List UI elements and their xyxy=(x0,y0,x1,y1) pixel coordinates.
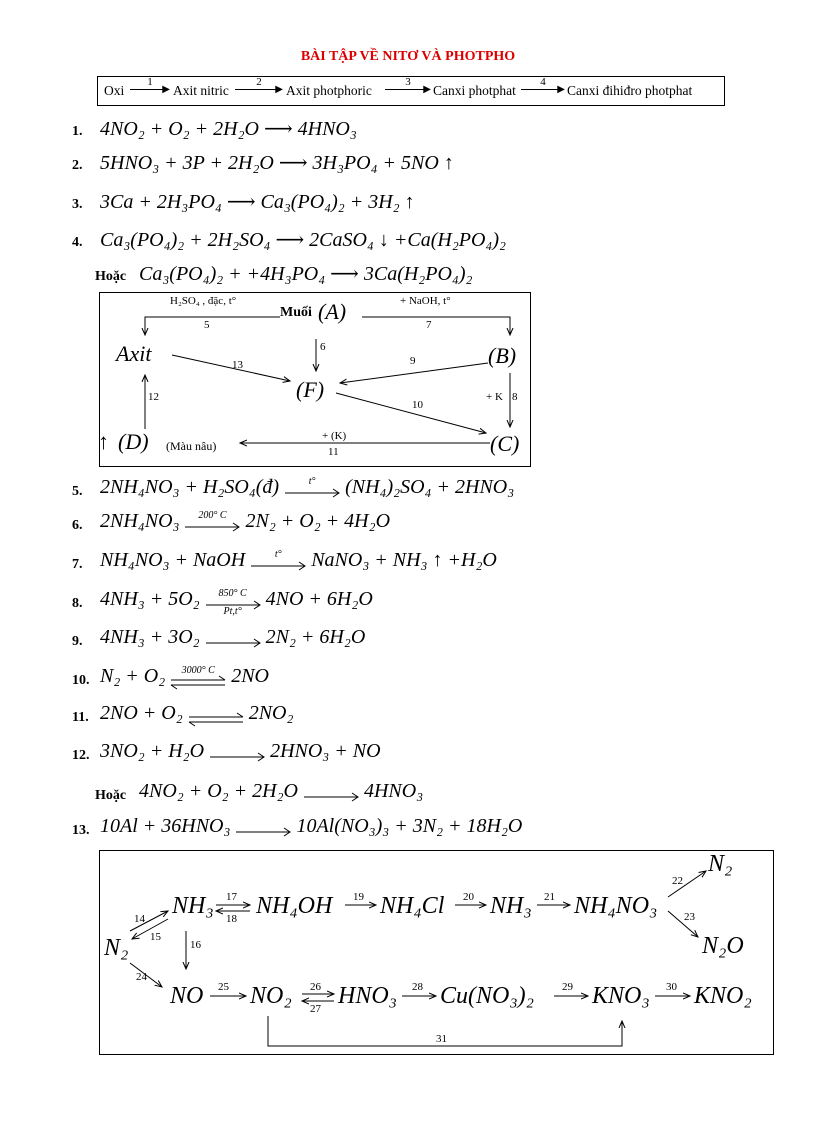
node-axit: Axit xyxy=(116,341,152,366)
reaction-condition: 3000° C xyxy=(181,665,215,676)
node-b: (B) xyxy=(488,343,517,368)
reaction-condition: 200° C xyxy=(198,510,227,521)
node-no2: NO₂ xyxy=(250,983,292,1009)
node-nh4cl: NH₄Cl xyxy=(380,893,445,919)
equation-lhs: 2NO + O₂ xyxy=(100,702,183,724)
node-d: (D) xyxy=(118,429,149,454)
chain-item-oxi: Oxi xyxy=(104,83,125,98)
equation: 4NO₂ + O₂ + 2H₂O ⟶ 4HNO₃ xyxy=(100,118,357,140)
node-c: (C) xyxy=(490,431,520,456)
step-number: 28 xyxy=(412,981,423,993)
step-number: 19 xyxy=(353,891,364,903)
equation-rhs: 2N₂ + O₂ + 4H₂O xyxy=(245,510,391,532)
step-number: 23 xyxy=(684,911,695,923)
equation-lhs: 4NH₃ + 3O₂ xyxy=(100,626,200,648)
equation-number: 5. xyxy=(72,484,83,499)
step-number: 9 xyxy=(410,355,416,367)
node-kno3: KNO₃ xyxy=(592,983,650,1009)
condition-label: + (K) xyxy=(322,430,347,442)
equation-rhs: 4HNO₃ xyxy=(363,780,424,802)
chain-item-canxi-dihidro-photphat: Canxi đihiđro photphat xyxy=(567,83,693,98)
step-number: 12 xyxy=(148,391,159,403)
equation-rhs: 2NO₂ xyxy=(248,702,294,724)
step-number: 20 xyxy=(463,891,474,903)
equation-lhs: 10Al + 36HNO₃ xyxy=(100,815,231,837)
step-number: 25 xyxy=(218,981,229,993)
equation-lhs: 3NO₂ + H₂O xyxy=(100,740,205,762)
equation-number: 13. xyxy=(72,823,90,838)
condition-label: H₂SO₄ , đặc, t° xyxy=(170,295,237,307)
equation-lhs: 2NH₄NO₃ + H₂SO₄(đ) xyxy=(100,476,280,498)
equation-number: Hoặc xyxy=(95,788,127,803)
reaction-condition: t° xyxy=(308,476,316,487)
equation-rhs: NaNO₃ + NH₃ ↑ +H₂O xyxy=(311,549,497,571)
nitrogen-scheme-diagram xyxy=(99,850,774,1055)
chain-item-axit-photphoric: Axit photphoric xyxy=(286,83,372,98)
step-number: 21 xyxy=(544,891,555,903)
step-number: 11 xyxy=(328,446,339,458)
chain-arrow-2: 2 ▶ xyxy=(235,77,283,93)
reaction-arrow xyxy=(302,780,360,810)
step-number: 15 xyxy=(150,931,161,943)
step-number: 13 xyxy=(232,359,243,371)
equation-lhs: 2NH₄NO₃ xyxy=(100,510,180,532)
reaction-arrow xyxy=(234,815,292,845)
reaction-chain-box xyxy=(97,76,725,106)
equation: 5HNO₃ + 3P + 2H₂O ⟶ 3H₃PO₄ + 5NO ↑ xyxy=(100,152,454,174)
equation-lhs: 4NH₃ + 5O₂ xyxy=(100,588,200,610)
equation-rhs: 2N₂ + 6H₂O xyxy=(265,626,366,648)
node-f: (F) xyxy=(296,377,325,402)
reaction-arrow xyxy=(208,740,266,770)
step-number: 22 xyxy=(672,875,683,887)
node-a: (A) xyxy=(318,299,347,324)
condition-label: + K xyxy=(486,391,503,403)
step-number: 29 xyxy=(562,981,573,993)
chain-arrow-1: 1 ▶ xyxy=(130,77,170,93)
chain-arrow-3: 3 ▶ xyxy=(385,77,431,93)
page-title: BÀI TẬP VỀ NITƠ VÀ PHOTPHO xyxy=(300,49,516,64)
equation-number: 8. xyxy=(72,596,83,611)
equation-rhs: 4NO + 6H₂O xyxy=(265,588,373,610)
reaction-condition: t° xyxy=(274,549,282,560)
equation: Ca₃(PO₄)₂ + 2H₂SO₄ ⟶ 2CaSO₄ ↓ +Ca(H₂PO₄)₂ xyxy=(100,229,506,251)
equation-lhs: 4NO₂ + O₂ + 2H₂O xyxy=(139,780,298,802)
reaction-condition: 850° C xyxy=(218,588,247,599)
step-number: 16 xyxy=(190,939,201,951)
equation-rhs: 2HNO₃ + NO xyxy=(270,740,381,762)
equation-number: 9. xyxy=(72,634,83,649)
node-n2-b: N₂ xyxy=(708,851,733,877)
step-number: 27 xyxy=(310,1003,321,1015)
phosphorus-scheme-diagram xyxy=(99,292,531,467)
condition-label: + NaOH, t° xyxy=(400,295,451,307)
step-number: 7 xyxy=(426,319,432,331)
node-nh3-b: NH₃ xyxy=(490,893,532,919)
node-no: NO xyxy=(170,983,204,1009)
equation: Ca₃(PO₄)₂ + +4H₃PO₄ ⟶ 3Ca(H₂PO₄)₂ xyxy=(139,263,473,285)
node-n2o: N₂O xyxy=(702,933,744,959)
step-number: 30 xyxy=(666,981,677,993)
color-note: (Màu nâu) xyxy=(166,439,217,453)
up-arrow-icon: ↑ xyxy=(98,429,109,454)
equation-rhs: (NH₄)₂SO₄ + 2HNO₃ xyxy=(345,476,515,498)
step-number: 17 xyxy=(226,891,237,903)
equation-lhs: N₂ + O₂ xyxy=(100,665,166,687)
node-kno2: KNO₂ xyxy=(694,983,752,1009)
step-number: 8 xyxy=(512,391,518,403)
node-cu-no3-2: Cu(NO₃)₂ xyxy=(440,983,535,1009)
equation-number: 10. xyxy=(72,673,90,688)
node-hno3: HNO₃ xyxy=(338,983,398,1009)
equilibrium-arrow xyxy=(187,702,245,732)
step-number: 6 xyxy=(320,341,326,353)
node-n2: N₂ xyxy=(104,935,129,961)
equation-lhs: NH₄NO₃ + NaOH xyxy=(100,549,246,571)
chain-item-canxi-photphat: Canxi photphat xyxy=(433,83,516,98)
equation-number: 11. xyxy=(72,710,89,725)
step-number: 10 xyxy=(412,399,423,411)
equation-rhs: 10Al(NO₃)₃ + 3N₂ + 18H₂O xyxy=(296,815,523,837)
equation-number: 7. xyxy=(72,557,83,572)
equation: 3Ca + 2H₃PO₄ ⟶ Ca₃(PO₄)₂ + 3H₂ ↑ xyxy=(100,191,415,213)
equation-rhs: 2NO xyxy=(231,665,269,687)
equation-number: 12. xyxy=(72,748,90,763)
node-nh3: NH₃ xyxy=(172,893,214,919)
step-number: 14 xyxy=(134,913,145,925)
reaction-arrow xyxy=(204,626,262,656)
step-number: 24 xyxy=(136,971,147,983)
step-number: 5 xyxy=(204,319,210,331)
node-nh4oh: NH₄OH xyxy=(256,893,333,919)
equation-number: 6. xyxy=(72,518,83,533)
chain-item-axit-nitric: Axit nitric xyxy=(173,83,229,98)
node-nh4no3: NH₄NO₃ xyxy=(574,893,658,919)
step-number: 18 xyxy=(226,913,237,925)
chain-arrow-4: 4 ▶ xyxy=(521,77,565,93)
step-number: 31 xyxy=(436,1033,447,1045)
node-muoi-label: Muối xyxy=(280,305,312,320)
reaction-condition: Pt,t° xyxy=(223,606,242,617)
step-number: 26 xyxy=(310,981,321,993)
